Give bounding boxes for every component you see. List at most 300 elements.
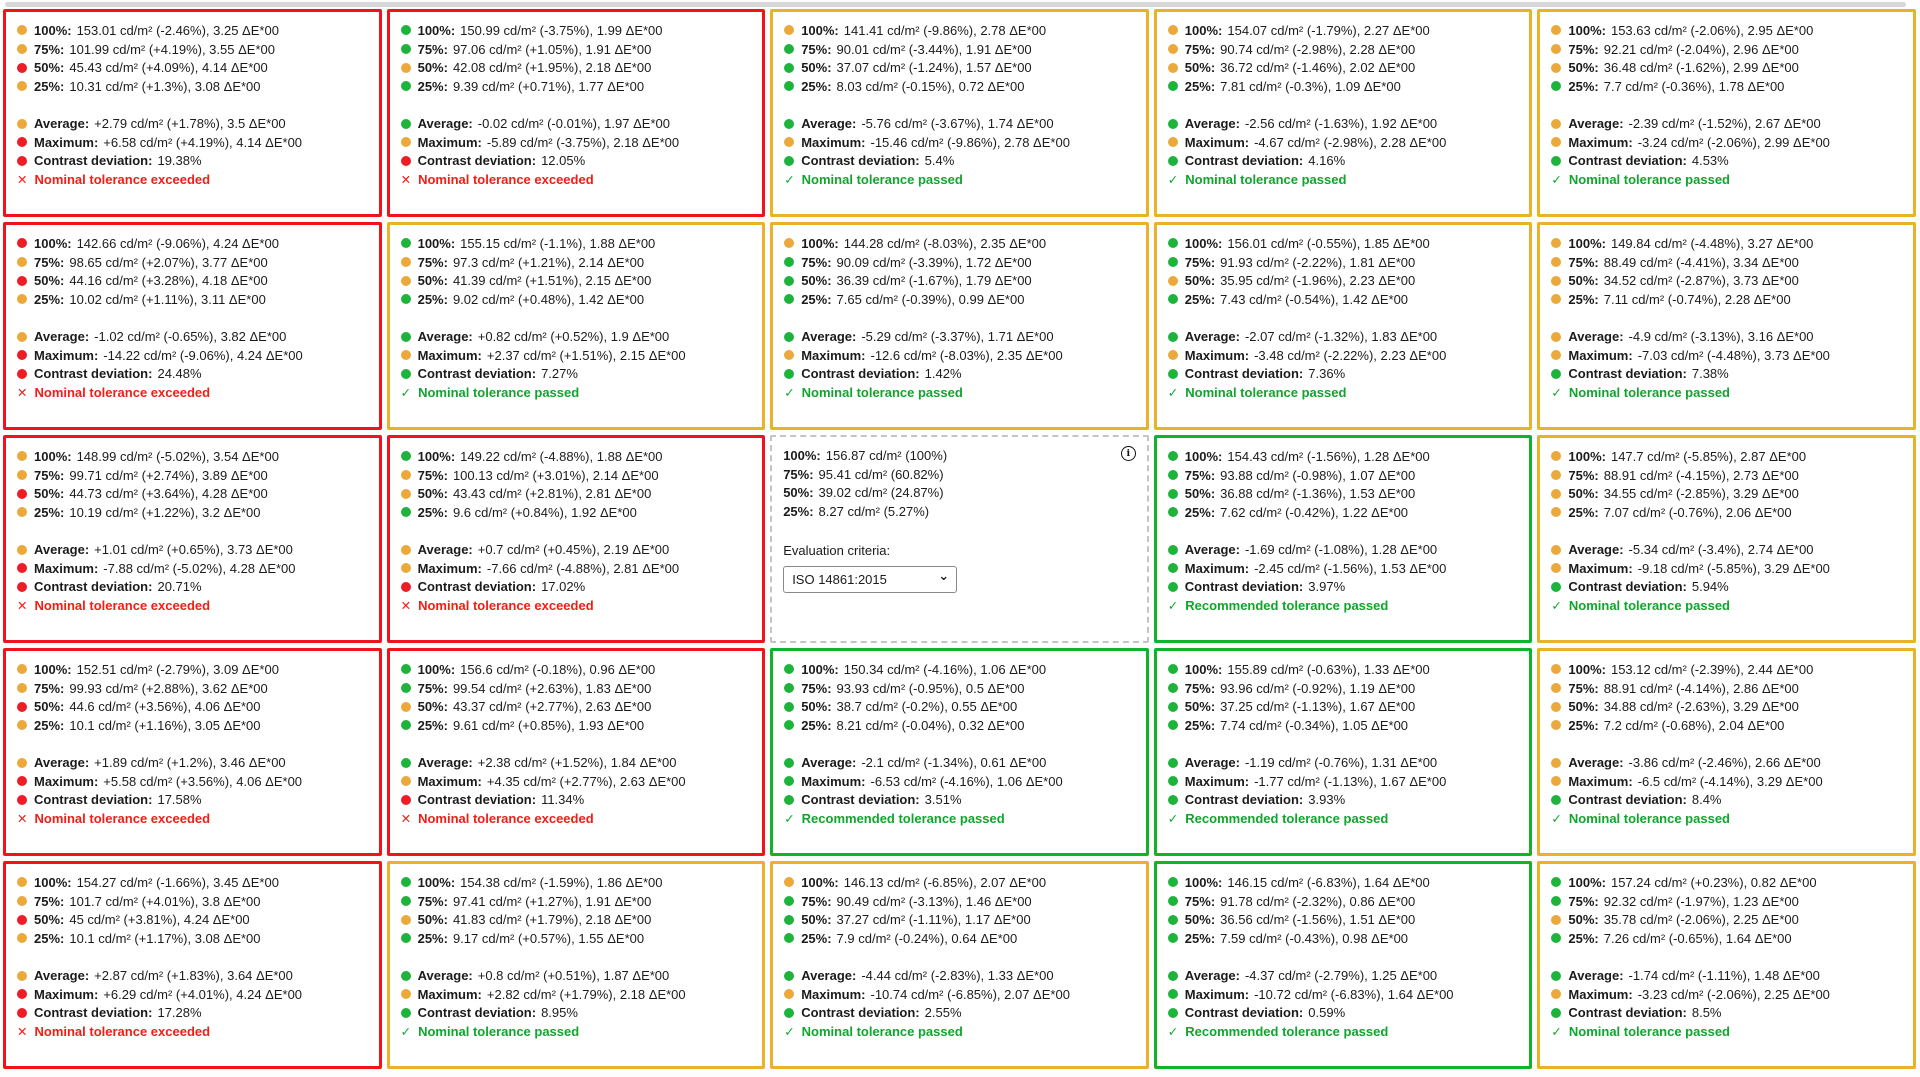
measure-value: 45 cd/m² (+3.81%), 4.24 ΔE*00 bbox=[69, 912, 250, 928]
tolerance-status bbox=[784, 383, 1135, 402]
gray-levels-group bbox=[17, 234, 368, 309]
measure-value: 7.65 cd/m² (-0.39%), 0.99 ΔE*00 bbox=[836, 291, 1025, 307]
measure-label: Average: bbox=[34, 968, 90, 984]
measurement-cell bbox=[387, 861, 766, 1069]
green-status-dot-icon bbox=[784, 720, 794, 730]
measure-label: Average: bbox=[801, 968, 857, 984]
tolerance-status-text: Nominal tolerance passed bbox=[801, 172, 963, 188]
measurement-cell bbox=[387, 648, 766, 856]
summary-row bbox=[1168, 365, 1519, 384]
measure-label: 25%: bbox=[417, 930, 448, 946]
measure-value: -3.24 cd/m² (-2.06%), 2.99 ΔE*00 bbox=[1637, 134, 1830, 150]
evaluation-criteria-select[interactable] bbox=[784, 567, 956, 592]
summary-row bbox=[401, 133, 752, 152]
measure-label: 50%: bbox=[417, 60, 448, 76]
tolerance-status-text: Nominal tolerance exceeded bbox=[34, 1024, 211, 1040]
green-status-dot-icon bbox=[401, 332, 411, 342]
green-status-dot-icon bbox=[401, 294, 411, 304]
measure-value: 88.91 cd/m² (-4.15%), 2.73 ΔE*00 bbox=[1603, 467, 1799, 483]
measure-label: 25%: bbox=[1568, 504, 1599, 520]
tolerance-status-text: Nominal tolerance passed bbox=[1568, 598, 1730, 614]
measurement-row bbox=[1168, 910, 1519, 929]
amber-status-dot-icon bbox=[1551, 758, 1561, 768]
summary-row bbox=[401, 1004, 752, 1023]
measure-label: 75%: bbox=[1568, 893, 1599, 909]
gray-levels-group bbox=[17, 873, 368, 948]
measure-label: 75%: bbox=[34, 680, 65, 696]
tolerance-status-text: Nominal tolerance exceeded bbox=[34, 172, 211, 188]
measure-label: 50%: bbox=[417, 912, 448, 928]
summary-row bbox=[1551, 578, 1902, 597]
summary-row bbox=[1168, 152, 1519, 171]
summary-row bbox=[784, 1004, 1135, 1023]
tolerance-status-text: Nominal tolerance exceeded bbox=[418, 172, 594, 188]
measure-value: +0.82 cd/m² (+0.52%), 1.9 ΔE*00 bbox=[477, 329, 670, 345]
measure-value: 98.65 cd/m² (+2.07%), 3.77 ΔE*00 bbox=[69, 254, 268, 270]
summary-row bbox=[17, 791, 368, 810]
measurement-row bbox=[1551, 447, 1902, 466]
measure-value: 8.5% bbox=[1691, 1005, 1722, 1021]
amber-status-dot-icon bbox=[1551, 545, 1561, 555]
amber-status-dot-icon bbox=[1551, 702, 1561, 712]
summary-group bbox=[1551, 540, 1902, 615]
measure-value: 156.6 cd/m² (-0.18%), 0.96 ΔE*00 bbox=[460, 661, 656, 677]
measurement-row bbox=[784, 716, 1135, 735]
green-status-dot-icon bbox=[1551, 582, 1561, 592]
summary-group bbox=[401, 327, 752, 402]
measure-label: 50%: bbox=[417, 699, 448, 715]
measure-value: 152.51 cd/m² (-2.79%), 3.09 ΔE*00 bbox=[76, 661, 279, 677]
measure-label: 100%: bbox=[1568, 235, 1606, 251]
amber-status-dot-icon bbox=[401, 276, 411, 286]
summary-group bbox=[1168, 327, 1519, 402]
green-status-dot-icon bbox=[784, 1008, 794, 1018]
summary-group bbox=[784, 114, 1135, 189]
measurement-row bbox=[17, 466, 368, 485]
measurement-row bbox=[17, 271, 368, 290]
measure-label: Average: bbox=[417, 542, 473, 558]
green-status-dot-icon bbox=[401, 369, 411, 379]
measure-value: 10.02 cd/m² (+1.11%), 3.11 ΔE*00 bbox=[69, 291, 266, 307]
amber-status-dot-icon bbox=[1551, 238, 1561, 248]
measure-value: -6.53 cd/m² (-4.16%), 1.06 ΔE*00 bbox=[870, 773, 1063, 789]
measurement-row bbox=[784, 253, 1135, 272]
measure-value: 41.39 cd/m² (+1.51%), 2.15 ΔE*00 bbox=[452, 273, 652, 289]
measure-label: Maximum: bbox=[1568, 773, 1633, 789]
summary-row bbox=[1551, 365, 1902, 384]
measure-label: 100%: bbox=[801, 874, 839, 890]
measure-label: Average: bbox=[801, 755, 857, 771]
measurement-row bbox=[784, 873, 1135, 892]
green-status-dot-icon bbox=[1168, 294, 1178, 304]
measurement-cell bbox=[1537, 9, 1916, 217]
amber-status-dot-icon bbox=[401, 63, 411, 73]
measurement-row bbox=[1551, 21, 1902, 40]
measure-value: 97.3 cd/m² (+1.21%), 2.14 ΔE*00 bbox=[452, 254, 645, 270]
check-icon: ✓ bbox=[1551, 386, 1562, 401]
amber-status-dot-icon bbox=[1551, 451, 1561, 461]
measure-label: Maximum: bbox=[1568, 560, 1633, 576]
measurement-row bbox=[17, 77, 368, 96]
check-icon: ✓ bbox=[1167, 386, 1179, 401]
amber-status-dot-icon bbox=[17, 332, 27, 342]
amber-status-dot-icon bbox=[784, 877, 794, 887]
summary-row bbox=[1168, 114, 1519, 133]
measurement-row bbox=[784, 910, 1135, 929]
horizontal-scrollbar[interactable] bbox=[5, 2, 1906, 7]
summary-row bbox=[401, 365, 752, 384]
measure-value: 43.43 cd/m² (+2.81%), 2.81 ΔE*00 bbox=[452, 486, 652, 502]
green-status-dot-icon bbox=[1168, 238, 1178, 248]
measure-value: 17.28% bbox=[157, 1005, 202, 1021]
measure-value: 7.26 cd/m² (-0.65%), 1.64 ΔE*00 bbox=[1603, 930, 1792, 946]
green-status-dot-icon bbox=[784, 776, 794, 786]
amber-status-dot-icon bbox=[1551, 350, 1561, 360]
amber-status-dot-icon bbox=[17, 896, 27, 906]
measurement-row bbox=[17, 910, 368, 929]
amber-status-dot-icon bbox=[401, 350, 411, 360]
measure-label: 25%: bbox=[801, 291, 832, 307]
measurement-row bbox=[401, 466, 752, 485]
check-icon: ✓ bbox=[1551, 1025, 1562, 1040]
amber-status-dot-icon bbox=[17, 257, 27, 267]
measure-value: 3.51% bbox=[924, 792, 962, 808]
measurement-cell bbox=[1154, 861, 1533, 1069]
measure-value: 7.74 cd/m² (-0.34%), 1.05 ΔE*00 bbox=[1220, 717, 1409, 733]
measure-label: 75%: bbox=[1568, 41, 1599, 57]
measure-value: 99.54 cd/m² (+2.63%), 1.83 ΔE*00 bbox=[452, 680, 652, 696]
measure-label: 50%: bbox=[801, 912, 832, 928]
measurement-row bbox=[1168, 697, 1519, 716]
measure-value: 144.28 cd/m² (-8.03%), 2.35 ΔE*00 bbox=[843, 235, 1047, 251]
measure-label: Contrast deviation: bbox=[34, 153, 153, 169]
measurement-row bbox=[1168, 484, 1519, 503]
measure-label: Contrast deviation: bbox=[1184, 153, 1304, 169]
measure-label: 50%: bbox=[1568, 912, 1599, 928]
measure-value: -0.02 cd/m² (-0.01%), 1.97 ΔE*00 bbox=[477, 116, 670, 132]
measure-value: +6.58 cd/m² (+4.19%), 4.14 ΔE*00 bbox=[103, 134, 303, 150]
measure-label: Contrast deviation: bbox=[1568, 366, 1687, 382]
measurement-row bbox=[1551, 873, 1902, 892]
amber-status-dot-icon bbox=[1551, 720, 1561, 730]
measure-label: 50%: bbox=[801, 60, 832, 76]
green-status-dot-icon bbox=[1168, 664, 1178, 674]
measure-label: 75%: bbox=[1184, 893, 1216, 909]
measure-label: 100%: bbox=[34, 235, 72, 251]
measure-value: 8.4% bbox=[1691, 792, 1722, 808]
green-status-dot-icon bbox=[1168, 758, 1178, 768]
chevron-down-icon: ⌄ bbox=[938, 567, 950, 583]
measure-value: 142.66 cd/m² (-9.06%), 4.24 ΔE*00 bbox=[76, 235, 279, 251]
measure-label: 75%: bbox=[783, 466, 814, 482]
measurement-row bbox=[17, 234, 368, 253]
measurement-row bbox=[401, 892, 752, 911]
check-icon: ✓ bbox=[1551, 599, 1562, 614]
measure-value: -4.44 cd/m² (-2.83%), 1.33 ΔE*00 bbox=[861, 968, 1054, 984]
measure-label: 100%: bbox=[34, 448, 72, 464]
measure-label: 25%: bbox=[1184, 717, 1216, 733]
measure-value: +4.35 cd/m² (+2.77%), 2.63 ΔE*00 bbox=[486, 773, 686, 789]
green-status-dot-icon bbox=[1551, 795, 1561, 805]
measure-value: 9.39 cd/m² (+0.71%), 1.77 ΔE*00 bbox=[452, 78, 645, 94]
green-status-dot-icon bbox=[784, 81, 794, 91]
amber-status-dot-icon bbox=[401, 915, 411, 925]
measure-label: 100%: bbox=[1568, 874, 1606, 890]
measure-value: 9.17 cd/m² (+0.57%), 1.55 ΔE*00 bbox=[452, 930, 645, 946]
green-status-dot-icon bbox=[784, 369, 794, 379]
measure-value: 43.37 cd/m² (+2.77%), 2.63 ΔE*00 bbox=[452, 699, 652, 715]
cross-icon: ✕ bbox=[17, 386, 28, 401]
measure-label: Contrast deviation: bbox=[801, 792, 920, 808]
measurement-row bbox=[17, 21, 368, 40]
measure-label: 25%: bbox=[1184, 504, 1216, 520]
measure-label: Maximum: bbox=[34, 134, 99, 150]
amber-status-dot-icon bbox=[17, 44, 27, 54]
summary-row bbox=[17, 1004, 368, 1023]
amber-status-dot-icon bbox=[784, 137, 794, 147]
measure-label: Contrast deviation: bbox=[34, 366, 153, 382]
amber-status-dot-icon bbox=[784, 238, 794, 248]
measurement-row bbox=[1168, 271, 1519, 290]
measurement-row bbox=[1551, 58, 1902, 77]
tolerance-status-text: Recommended tolerance passed bbox=[1185, 598, 1389, 614]
measure-label: Average: bbox=[1568, 968, 1624, 984]
measurement-row bbox=[1168, 58, 1519, 77]
green-status-dot-icon bbox=[401, 683, 411, 693]
summary-row bbox=[784, 114, 1135, 133]
amber-status-dot-icon bbox=[17, 81, 27, 91]
measure-label: Maximum: bbox=[801, 986, 866, 1002]
measure-label: 75%: bbox=[34, 254, 65, 270]
check-icon: ✓ bbox=[1551, 173, 1562, 188]
green-status-dot-icon bbox=[784, 664, 794, 674]
measure-value: 20.71% bbox=[157, 579, 202, 595]
measure-value: +5.58 cd/m² (+3.56%), 4.06 ΔE*00 bbox=[103, 773, 303, 789]
measure-label: 50%: bbox=[783, 485, 814, 501]
measure-label: 100%: bbox=[1184, 448, 1223, 464]
summary-group bbox=[1168, 966, 1519, 1041]
measurement-row bbox=[401, 234, 752, 253]
summary-row bbox=[784, 133, 1135, 152]
measure-label: 25%: bbox=[1568, 717, 1599, 733]
measurement-row bbox=[1168, 466, 1519, 485]
measure-label: Average: bbox=[417, 329, 473, 345]
tolerance-status-text: Nominal tolerance exceeded bbox=[34, 598, 211, 614]
measurement-cell bbox=[770, 222, 1149, 430]
measurement-row bbox=[17, 660, 368, 679]
measure-value: 10.1 cd/m² (+1.16%), 3.05 ΔE*00 bbox=[69, 717, 261, 733]
measure-value: -3.86 cd/m² (-2.46%), 2.66 ΔE*00 bbox=[1628, 755, 1821, 771]
measurement-row bbox=[1551, 290, 1902, 309]
measure-label: 100%: bbox=[1184, 235, 1223, 251]
measure-label: Average: bbox=[1568, 329, 1624, 345]
measurement-cell bbox=[3, 435, 382, 643]
green-status-dot-icon bbox=[1551, 896, 1561, 906]
measure-value: 91.93 cd/m² (-2.22%), 1.81 ΔE*00 bbox=[1220, 254, 1416, 270]
summary-row bbox=[401, 578, 752, 597]
measure-value: 93.96 cd/m² (-0.92%), 1.19 ΔE*00 bbox=[1220, 680, 1416, 696]
measurement-row bbox=[1168, 77, 1519, 96]
summary-group bbox=[1168, 540, 1519, 615]
measure-value: 100.13 cd/m² (+3.01%), 2.14 ΔE*00 bbox=[452, 467, 659, 483]
measurement-row bbox=[1551, 892, 1902, 911]
measurement-row bbox=[17, 679, 368, 698]
measure-value: -5.76 cd/m² (-3.67%), 1.74 ΔE*00 bbox=[861, 116, 1054, 132]
measurement-cell bbox=[1537, 861, 1916, 1069]
amber-status-dot-icon bbox=[1551, 989, 1561, 999]
measurement-row bbox=[1168, 679, 1519, 698]
green-status-dot-icon bbox=[1551, 933, 1561, 943]
red-status-dot-icon bbox=[17, 369, 27, 379]
tolerance-status-text: Nominal tolerance passed bbox=[1568, 1024, 1730, 1040]
measurement-cell bbox=[1537, 435, 1916, 643]
summary-row bbox=[784, 753, 1135, 772]
measure-value: 9.02 cd/m² (+0.48%), 1.42 ΔE*00 bbox=[452, 291, 645, 307]
measure-label: 75%: bbox=[417, 254, 448, 270]
amber-status-dot-icon bbox=[1551, 276, 1561, 286]
measurement-row bbox=[17, 40, 368, 59]
measure-value: +2.38 cd/m² (+1.52%), 1.84 ΔE*00 bbox=[477, 755, 677, 771]
measurement-row bbox=[401, 77, 752, 96]
measurement-row bbox=[17, 873, 368, 892]
tolerance-status bbox=[17, 596, 368, 615]
measure-label: 75%: bbox=[801, 680, 832, 696]
measure-value: +2.82 cd/m² (+1.79%), 2.18 ΔE*00 bbox=[486, 986, 686, 1002]
measure-label: Contrast deviation: bbox=[801, 366, 920, 382]
green-status-dot-icon bbox=[401, 758, 411, 768]
measure-label: 100%: bbox=[34, 22, 72, 38]
summary-row bbox=[1551, 791, 1902, 810]
red-status-dot-icon bbox=[401, 795, 411, 805]
amber-status-dot-icon bbox=[401, 989, 411, 999]
measure-label: Contrast deviation: bbox=[1568, 1005, 1687, 1021]
measurement-row bbox=[1551, 910, 1902, 929]
measure-label: 75%: bbox=[1184, 254, 1216, 270]
measure-label: 100%: bbox=[417, 874, 456, 890]
measure-label: 75%: bbox=[801, 41, 832, 57]
summary-row bbox=[1168, 791, 1519, 810]
summary-row bbox=[1551, 985, 1902, 1004]
tolerance-status bbox=[1168, 1022, 1519, 1041]
measure-label: Contrast deviation: bbox=[417, 579, 537, 595]
measurement-row bbox=[1168, 892, 1519, 911]
summary-row bbox=[784, 985, 1135, 1004]
measure-value: +2.79 cd/m² (+1.78%), 3.5 ΔE*00 bbox=[94, 116, 286, 132]
measure-value: -14.22 cd/m² (-9.06%), 4.24 ΔE*00 bbox=[103, 347, 303, 363]
measure-value: 41.83 cd/m² (+1.79%), 2.18 ΔE*00 bbox=[452, 912, 652, 928]
measure-value: 7.38% bbox=[1691, 366, 1729, 382]
measurement-row bbox=[1551, 679, 1902, 698]
measure-label: 100%: bbox=[417, 22, 456, 38]
measure-label: 25%: bbox=[34, 717, 65, 733]
tolerance-status bbox=[784, 809, 1135, 828]
amber-status-dot-icon bbox=[1551, 63, 1561, 73]
tolerance-status-text: Nominal tolerance passed bbox=[418, 385, 580, 401]
summary-row bbox=[1551, 540, 1902, 559]
measurement-cell bbox=[3, 9, 382, 217]
measure-value: 36.56 cd/m² (-1.56%), 1.51 ΔE*00 bbox=[1220, 912, 1416, 928]
measure-label: 50%: bbox=[1568, 60, 1599, 76]
measure-value: 9.6 cd/m² (+0.84%), 1.92 ΔE*00 bbox=[452, 504, 637, 520]
measure-value: 149.84 cd/m² (-4.48%), 3.27 ΔE*00 bbox=[1610, 235, 1814, 251]
measure-value: -4.37 cd/m² (-2.79%), 1.25 ΔE*00 bbox=[1244, 968, 1438, 984]
red-status-dot-icon bbox=[17, 350, 27, 360]
measurement-row bbox=[401, 716, 752, 735]
measure-label: Maximum: bbox=[417, 134, 482, 150]
measure-value: -5.89 cd/m² (-3.75%), 2.18 ΔE*00 bbox=[486, 134, 680, 150]
summary-group bbox=[401, 540, 752, 615]
red-status-dot-icon bbox=[17, 702, 27, 712]
amber-status-dot-icon bbox=[1551, 489, 1561, 499]
green-status-dot-icon bbox=[1168, 156, 1178, 166]
amber-status-dot-icon bbox=[784, 989, 794, 999]
green-status-dot-icon bbox=[1168, 470, 1178, 480]
tolerance-status-text: Nominal tolerance passed bbox=[1185, 172, 1347, 188]
summary-row bbox=[17, 753, 368, 772]
measure-value: +1.01 cd/m² (+0.65%), 3.73 ΔE*00 bbox=[94, 542, 293, 558]
measure-value: 42.08 cd/m² (+1.95%), 2.18 ΔE*00 bbox=[452, 60, 652, 76]
measure-label: 100%: bbox=[417, 235, 456, 251]
measure-label: 25%: bbox=[1568, 291, 1599, 307]
measure-value: 93.88 cd/m² (-0.98%), 1.07 ΔE*00 bbox=[1220, 467, 1416, 483]
measure-label: Average: bbox=[1568, 542, 1624, 558]
green-status-dot-icon bbox=[1168, 257, 1178, 267]
summary-row bbox=[1168, 966, 1519, 985]
green-status-dot-icon bbox=[784, 257, 794, 267]
measure-value: 155.89 cd/m² (-0.63%), 1.33 ΔE*00 bbox=[1227, 661, 1430, 677]
summary-row bbox=[1551, 559, 1902, 578]
measure-label: Maximum: bbox=[417, 773, 482, 789]
measure-value: 153.01 cd/m² (-2.46%), 3.25 ΔE*00 bbox=[76, 22, 279, 38]
measure-label: 100%: bbox=[1568, 448, 1606, 464]
measure-value: +1.89 cd/m² (+1.2%), 3.46 ΔE*00 bbox=[94, 755, 286, 771]
amber-status-dot-icon bbox=[401, 257, 411, 267]
measurement-row bbox=[1551, 253, 1902, 272]
gray-levels-group bbox=[401, 21, 752, 96]
summary-row bbox=[401, 327, 752, 346]
measure-label: 50%: bbox=[1568, 699, 1599, 715]
measure-value: 88.91 cd/m² (-4.14%), 2.86 ΔE*00 bbox=[1603, 680, 1799, 696]
summary-row bbox=[784, 966, 1135, 985]
measure-label: 25%: bbox=[801, 78, 832, 94]
summary-row bbox=[17, 346, 368, 365]
green-status-dot-icon bbox=[1168, 563, 1178, 573]
summary-group bbox=[784, 327, 1135, 402]
measurement-cell bbox=[387, 435, 766, 643]
green-status-dot-icon bbox=[784, 276, 794, 286]
summary-row bbox=[784, 791, 1135, 810]
summary-row bbox=[1168, 346, 1519, 365]
info-icon[interactable]: i bbox=[1121, 446, 1136, 461]
red-status-dot-icon bbox=[17, 582, 27, 592]
amber-status-dot-icon bbox=[784, 350, 794, 360]
measure-value: 99.93 cd/m² (+2.88%), 3.62 ΔE*00 bbox=[69, 680, 268, 696]
measure-value: +2.37 cd/m² (+1.51%), 2.15 ΔE*00 bbox=[486, 347, 686, 363]
tolerance-status bbox=[1551, 170, 1902, 189]
gray-levels-group bbox=[1168, 873, 1519, 948]
amber-status-dot-icon bbox=[1551, 25, 1561, 35]
amber-status-dot-icon bbox=[1551, 119, 1561, 129]
green-status-dot-icon bbox=[1168, 545, 1178, 555]
measurement-row bbox=[1551, 466, 1902, 485]
amber-status-dot-icon bbox=[1551, 507, 1561, 517]
gray-levels-group bbox=[401, 447, 752, 522]
measure-value: 7.2 cd/m² (-0.68%), 2.04 ΔE*00 bbox=[1603, 717, 1785, 733]
measure-value: 154.38 cd/m² (-1.59%), 1.86 ΔE*00 bbox=[460, 874, 663, 890]
green-status-dot-icon bbox=[784, 44, 794, 54]
summary-row bbox=[17, 133, 368, 152]
measure-label: Average: bbox=[1568, 755, 1624, 771]
